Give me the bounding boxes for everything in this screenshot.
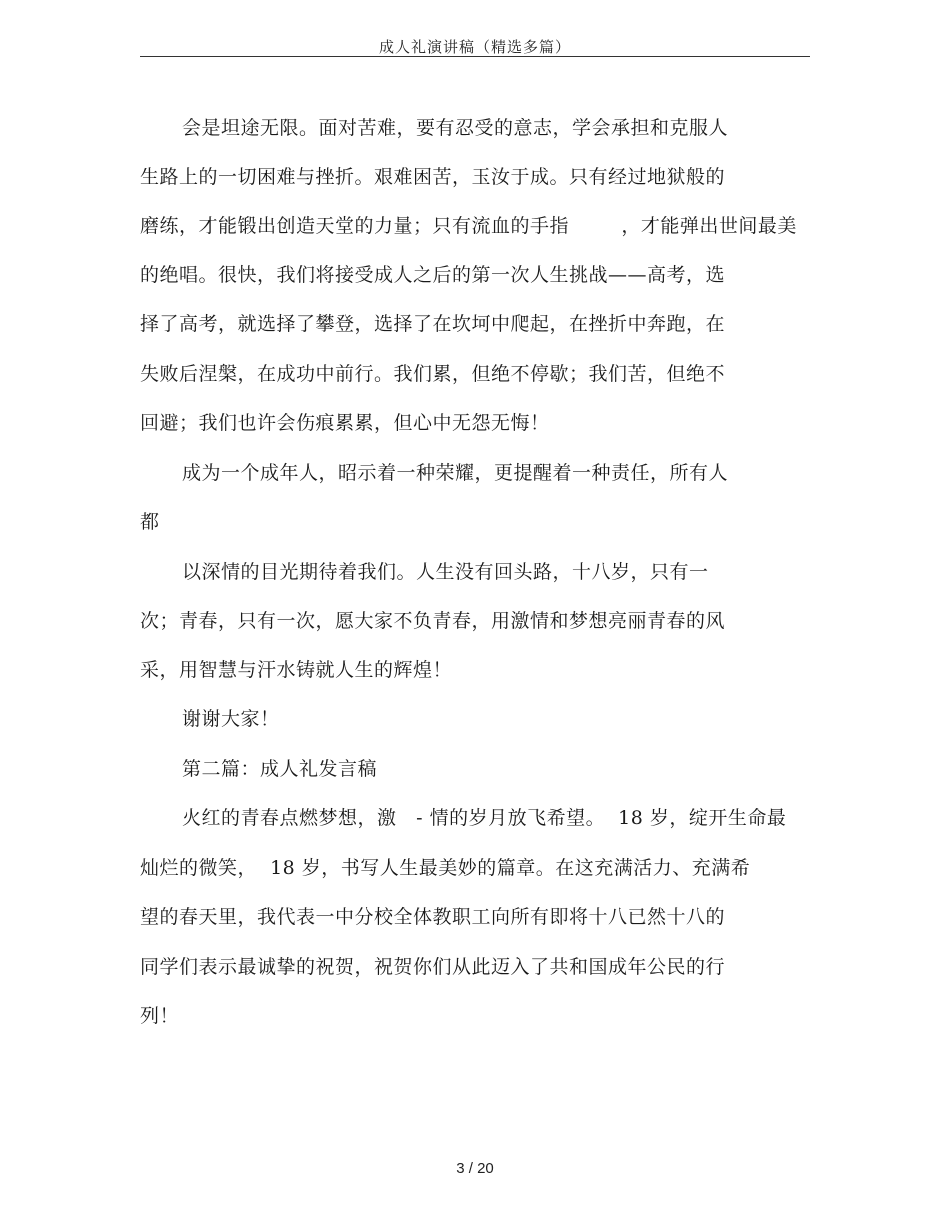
text-line: 谢谢大家！ [182, 708, 280, 730]
section-heading: 第二篇：成人礼发言稿 [182, 758, 378, 780]
text-line: 择了高考，就选择了攀登，选择了在坎坷中爬起，在挫折中奔跑，在 [140, 313, 726, 335]
text-line: 磨练，才能锻出创造天堂的力量；只有流血的手指 ，才能弹出世间最美 [140, 215, 797, 237]
text-line: 望的春天里，我代表一中分校全体教职工向所有即将十八已然十八的 [140, 906, 726, 928]
page-header-title: 成人礼演讲稿（精选多篇） [378, 38, 571, 56]
text-line: 回避；我们也许会伤痕累累，但心中无怨无悔！ [140, 412, 550, 434]
text-line: 成为一个成年人，昭示着一种荣耀，更提醒着一种责任，所有人 [182, 462, 729, 484]
text-line: 同学们表示最诚挚的祝贺，祝贺你们从此迈入了共和国成年公民的行 [140, 956, 726, 978]
text-line: 生路上的一切困难与挫折。艰难困苦，玉汝于成。只有经过地狱般的 [140, 166, 726, 188]
text-line: 的绝唱。很快，我们将接受成人之后的第一次人生挑战——高考，选 [140, 264, 726, 286]
text-line: 次；青春，只有一次，愿大家不负青春，用激情和梦想亮丽青春的风 [140, 610, 726, 632]
text-line: 失败后涅槃，在成功中前行。我们累，但绝不停歇；我们苦，但绝不 [140, 363, 726, 385]
text-line: 火红的青春点燃梦想，激 - 情的岁月放飞希望。 18 岁，绽开生命最 [182, 807, 787, 829]
text-line: 会是坦途无限。面对苦难，要有忍受的意志，学会承担和克服人 [182, 117, 729, 139]
text-line: 以深情的目光期待着我们。人生没有回头路，十八岁，只有一 [182, 561, 709, 583]
text-line: 都 [140, 511, 160, 533]
text-line: 灿烂的微笑， 18 岁，书写人生最美妙的篇章。在这充满活力、充满希 [140, 857, 751, 879]
text-line: 采，用智慧与汗水铸就人生的辉煌！ [140, 659, 453, 681]
header-divider [140, 56, 810, 57]
text-line: 列！ [140, 1005, 180, 1027]
page-number: 3 / 20 [456, 1160, 494, 1177]
